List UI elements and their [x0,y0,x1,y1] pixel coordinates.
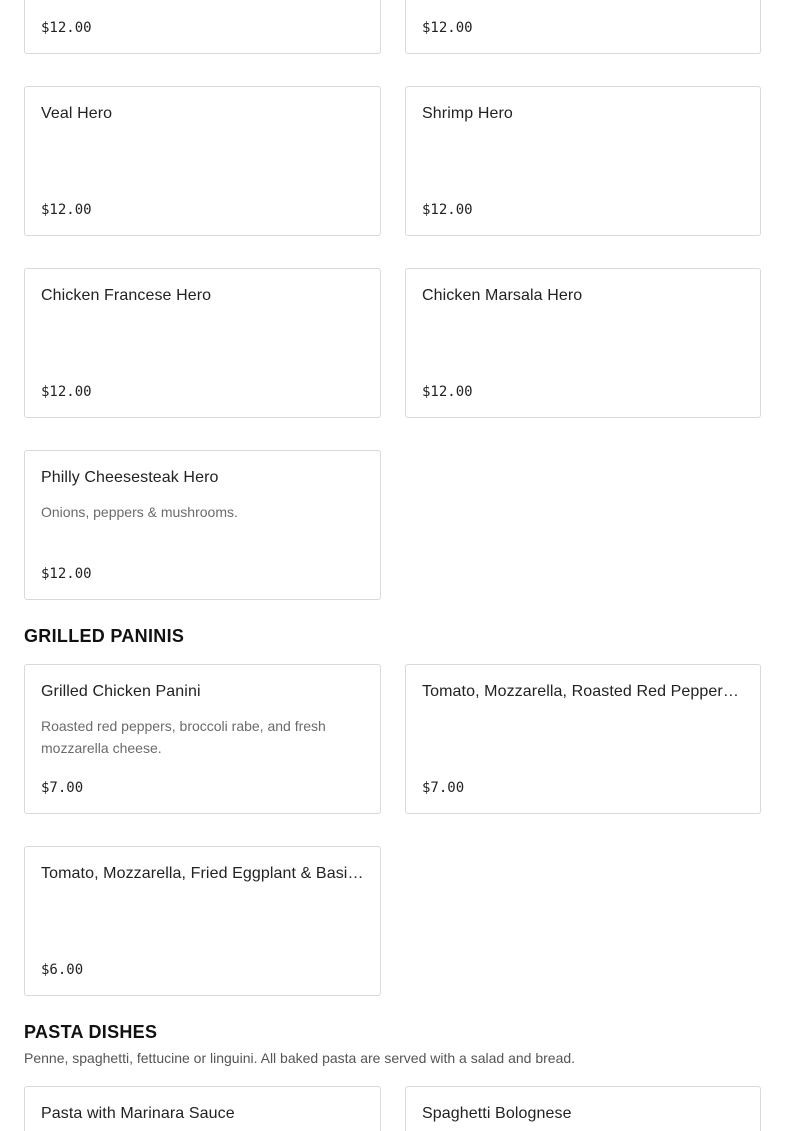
section-title: PASTA DISHES [24,1022,158,1042]
menu-item-card[interactable] [24,664,381,814]
menu-item-card[interactable] [405,268,761,418]
menu-item-card[interactable] [24,450,381,600]
item-price: $12.00 [422,202,473,218]
item-price: $12.00 [41,384,92,400]
item-price: $6.00 [41,962,84,978]
item-price: $12.00 [422,384,473,400]
item-description: Roasted red peppers, broccoli rabe, and fresh mozzarella cheese. [41,718,326,756]
item-name: Philly Cheesesteak Hero [41,469,219,486]
item-price: $7.00 [41,780,84,796]
item-name: Tomato, Mozzarella, Fried Eggplant & Basi… [41,865,364,882]
item-name: Tomato, Mozzarella, Roasted Red Pepper… [422,683,739,700]
section-subtitle: Penne, spaghetti, fettucine or linguini. All baked pasta are served with a salad and bread. [24,1050,576,1066]
item-name: Chicken Francese Hero [41,287,212,304]
item-price: $7.00 [422,780,465,796]
menu-item-card[interactable] [24,846,381,996]
menu-item-card[interactable] [24,1086,381,1131]
menu-item-card[interactable] [405,86,761,236]
menu-item-card[interactable] [405,0,761,54]
menu-item-card[interactable] [24,268,381,418]
item-price: $12.00 [41,20,92,36]
item-description: Onions, peppers & mushrooms. [41,504,238,520]
item-name: Spaghetti Bolognese [422,1105,572,1122]
item-name: Shrimp Hero [422,105,513,122]
item-name: Veal Hero [41,105,113,122]
menu-item-card[interactable] [405,664,761,814]
item-price: $12.00 [41,566,92,582]
menu-item-card[interactable] [24,0,381,54]
item-price: $12.00 [41,202,92,218]
menu-item-card[interactable] [24,86,381,236]
item-price: $12.00 [422,20,473,36]
item-name: Chicken Marsala Hero [422,287,583,304]
item-name: Pasta with Marinara Sauce [41,1105,235,1122]
section-title: GRILLED PANINIS [24,626,185,646]
item-name: Grilled Chicken Panini [41,683,201,700]
menu-item-card[interactable] [405,1086,761,1131]
